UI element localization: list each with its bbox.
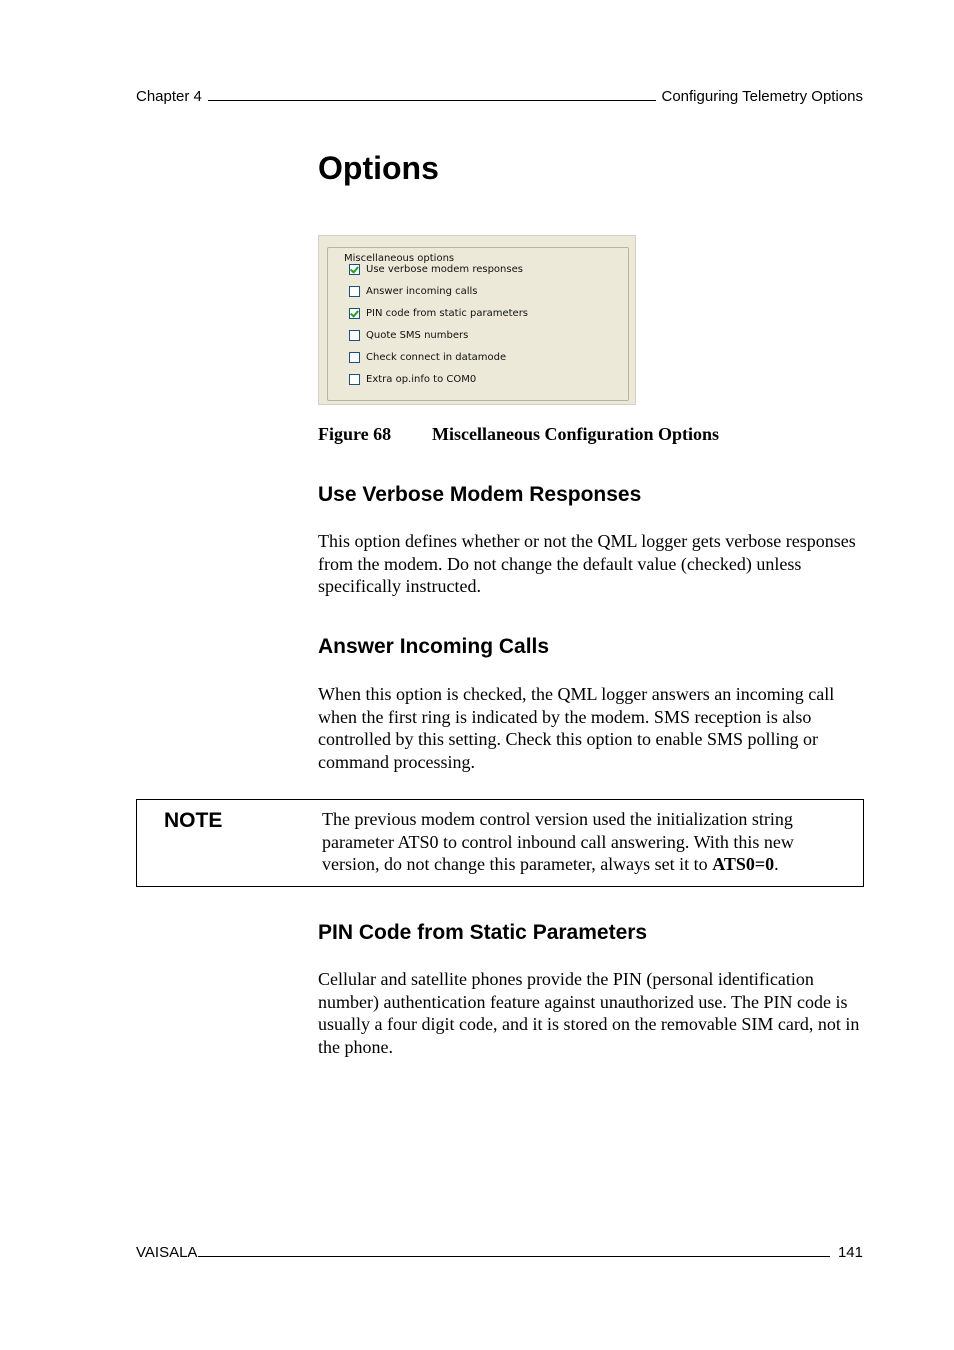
figure-number: Figure 68 xyxy=(318,424,392,444)
checkbox-quote-sms[interactable] xyxy=(349,330,360,341)
option-label: Extra op.info to COM0 xyxy=(366,374,477,385)
checkbox-verbose-modem[interactable] xyxy=(349,264,360,275)
header-title: Configuring Telemetry Options xyxy=(661,88,863,105)
header-rule xyxy=(208,86,656,101)
checkbox-answer-calls[interactable] xyxy=(349,286,360,297)
group-label: Miscellaneous options xyxy=(344,253,455,264)
page-title: Options xyxy=(318,150,439,186)
figure-caption xyxy=(318,423,719,445)
option-extra-opinfo[interactable] xyxy=(349,373,476,386)
checkbox-extra-opinfo[interactable] xyxy=(349,374,360,385)
footer-company: VAISALA xyxy=(136,1244,198,1261)
page-footer xyxy=(136,1242,863,1263)
options-screenshot xyxy=(318,235,636,405)
section-paragraph: Cellular and satellite phones provide the PIN (personal identification number) authentication feature against unauthorized use. The PIN code is usually a four digit code, and it is stored on the removable SIM card, not in the phone. xyxy=(318,969,860,1057)
section-paragraph: This option defines whether or not the QML logger gets verbose responses from the modem. Do not change the default value (checked) unless specifically instructed. xyxy=(318,531,856,596)
option-label: Answer incoming calls xyxy=(366,286,478,297)
option-label: PIN code from static parameters xyxy=(366,308,529,319)
option-label: Check connect in datamode xyxy=(366,352,507,363)
note-body: The previous modem control version used the initialization string parameter ATS0 to control inbound call answering. With this new version, do not change this parameter, always set it to xyxy=(322,809,794,874)
option-label: Quote SMS numbers xyxy=(366,330,469,341)
option-pin-code[interactable] xyxy=(349,307,528,320)
note-box xyxy=(136,799,864,887)
page-header xyxy=(136,86,863,107)
option-label: Use verbose modem responses xyxy=(366,264,523,275)
note-label: NOTE xyxy=(164,809,223,832)
footer-rule xyxy=(198,1242,830,1257)
option-answer-calls[interactable] xyxy=(349,285,478,298)
note-emphasis: ATS0=0 xyxy=(712,854,775,874)
note-text xyxy=(322,808,847,876)
checkbox-check-connect[interactable] xyxy=(349,352,360,363)
figure-title: Miscellaneous Configuration Options xyxy=(432,424,720,444)
option-verbose-modem[interactable] xyxy=(349,263,523,276)
section-heading: Use Verbose Modem Responses xyxy=(318,483,642,506)
header-chapter: Chapter 4 xyxy=(136,88,202,105)
option-check-connect[interactable] xyxy=(349,351,506,364)
checkbox-pin-code[interactable] xyxy=(349,308,360,319)
section-paragraph: When this option is checked, the QML logger answers an incoming call when the first ring is indicated by the modem. SMS reception is also controlled by this setting. Check this option to enable SMS polling or command processing. xyxy=(318,684,835,772)
page-number: 141 xyxy=(837,1244,863,1261)
option-quote-sms[interactable] xyxy=(349,329,468,342)
note-suffix: . xyxy=(774,854,779,874)
section-heading: Answer Incoming Calls xyxy=(318,635,550,658)
section-heading: PIN Code from Static Parameters xyxy=(318,921,648,944)
